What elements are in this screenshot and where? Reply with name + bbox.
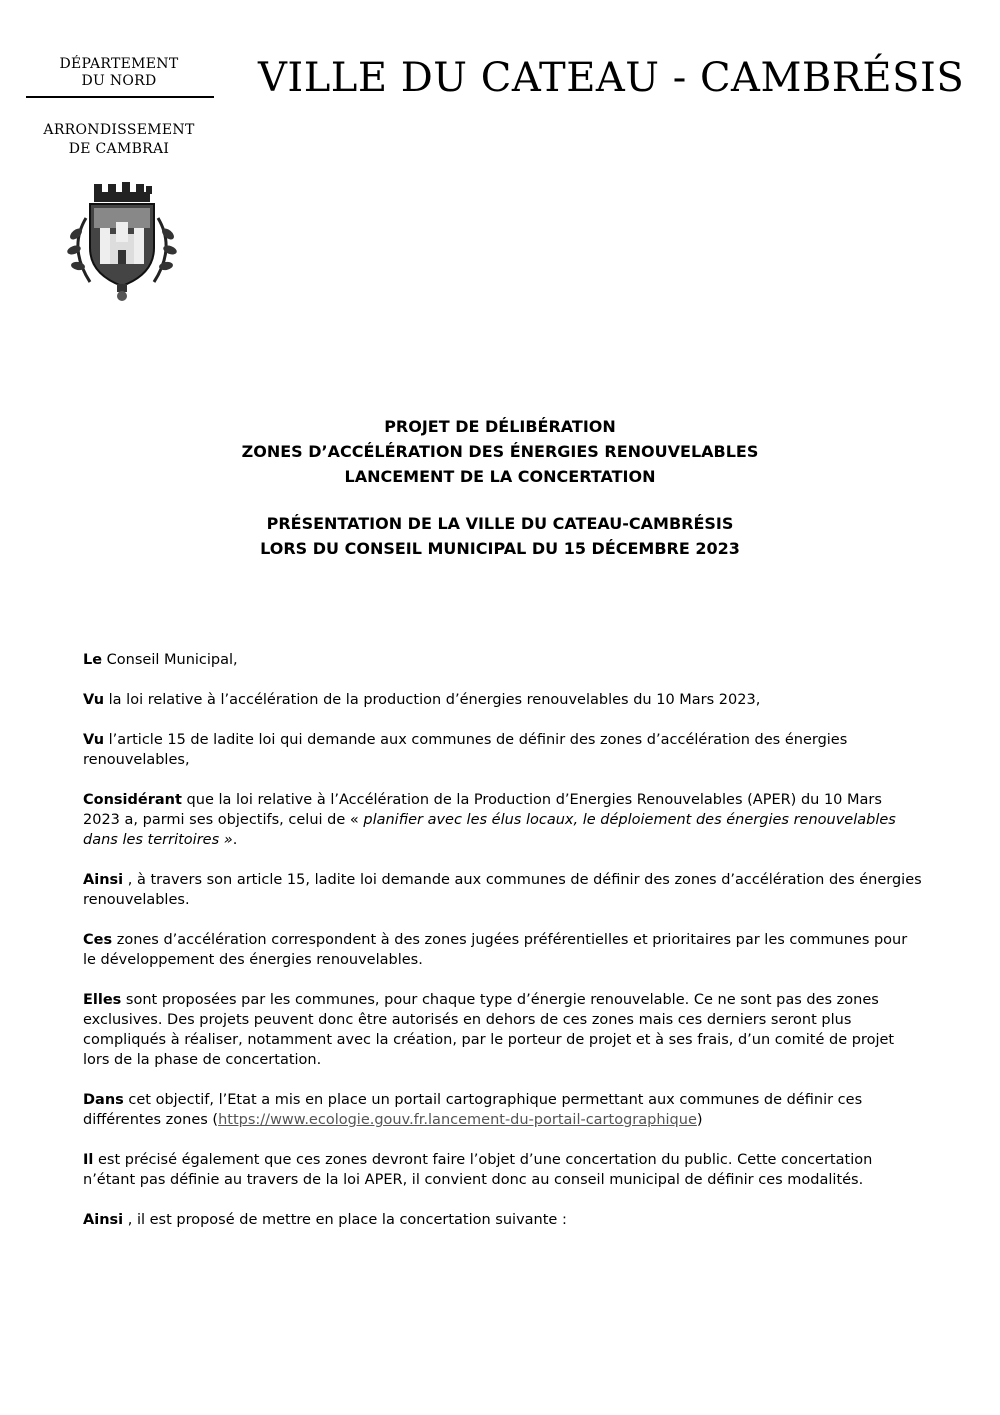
paragraph: Ainsi , il est proposé de mettre en place la concertation suivante : (83, 1212, 567, 1228)
header-divider (26, 96, 214, 98)
title-line-1: PROJET DE DÉLIBÉRATION (384, 417, 616, 436)
arrondissement-line-2: DE CAMBRAI (68, 141, 170, 157)
arrondissement-label (24, 121, 214, 159)
title-line-2: ZONES D’ACCÉLÉRATION DES ÉNERGIES RENOUVELABLES (241, 442, 759, 461)
paragraph: Il est précisé également que ces zones devront faire l’objet d’une concertation du public. Cette concertation n’étant pas définie au travers de la loi APER, il convient donc au conseil municipal de définir ces modalités. (83, 1152, 873, 1188)
paragraph: Ainsi , à travers son article 15, ladite loi demande aux communes de définir des zones d’accélération des énergies renouvelables. (83, 872, 922, 908)
coat-of-arms-icon (60, 178, 184, 302)
title-block (0, 414, 1000, 489)
paragraph: Considérant que la loi relative à l’Accélération de la Production d’Energies Renouvelables (APER) du 10 Mars 2023 a, parmi ses objectifs, celui de « planifier avec les élus locaux, le déploiement des énergies renouvelables dans les territoires ». (83, 792, 896, 848)
paragraph: Ces zones d’accélération correspondent à des zones jugées préférentielles et prioritaires par les communes pour le développement des énergies renouvelables. (83, 932, 908, 968)
paragraph: Le Conseil Municipal, (83, 652, 238, 668)
department-label (24, 56, 214, 90)
department-line-1: DÉPARTEMENT (59, 56, 179, 72)
title-line-5: LORS DU CONSEIL MUNICIPAL DU 15 DÉCEMBRE 2023 (260, 539, 740, 558)
title-line-3: LANCEMENT DE LA CONCERTATION (344, 467, 656, 486)
department-line-2: DU NORD (81, 73, 157, 89)
paragraph: Vu la loi relative à l’accélération de la production d’énergies renouvelables du 10 Mars 2023, (83, 692, 761, 708)
city-title: VILLE DU CATEAU - CAMBRÉSIS (258, 55, 965, 101)
paragraph: Vu l’article 15 de ladite loi qui demande aux communes de définir des zones d’accélération des énergies renouvelables, (83, 732, 848, 768)
portal-link[interactable]: https://www.ecologie.gouv.fr.lancement-du-portail-cartographique (218, 1112, 697, 1128)
subtitle-block (0, 511, 1000, 561)
arrondissement-line-1: ARRONDISSEMENT (43, 122, 195, 138)
paragraph: Dans cet objectif, l’Etat a mis en place un portail cartographique permettant aux communes de définir ces différentes zones (https://www.ecologie.gouv.fr.lancement-du-portail-cartographique) (83, 1092, 863, 1128)
document-body (83, 650, 923, 1250)
title-line-4: PRÉSENTATION DE LA VILLE DU CATEAU-CAMBRÉSIS (266, 514, 734, 533)
paragraph: Elles sont proposées par les communes, pour chaque type d’énergie renouvelable. Ce ne sont pas des zones exclusives. Des projets peuvent donc être autorisés en dehors de ces zones mais ces derniers seront plus compliqués à réaliser, notamment avec la création, par le porteur de projet et à ses frais, d’un comité de projet lors de la phase de concertation. (83, 992, 895, 1068)
